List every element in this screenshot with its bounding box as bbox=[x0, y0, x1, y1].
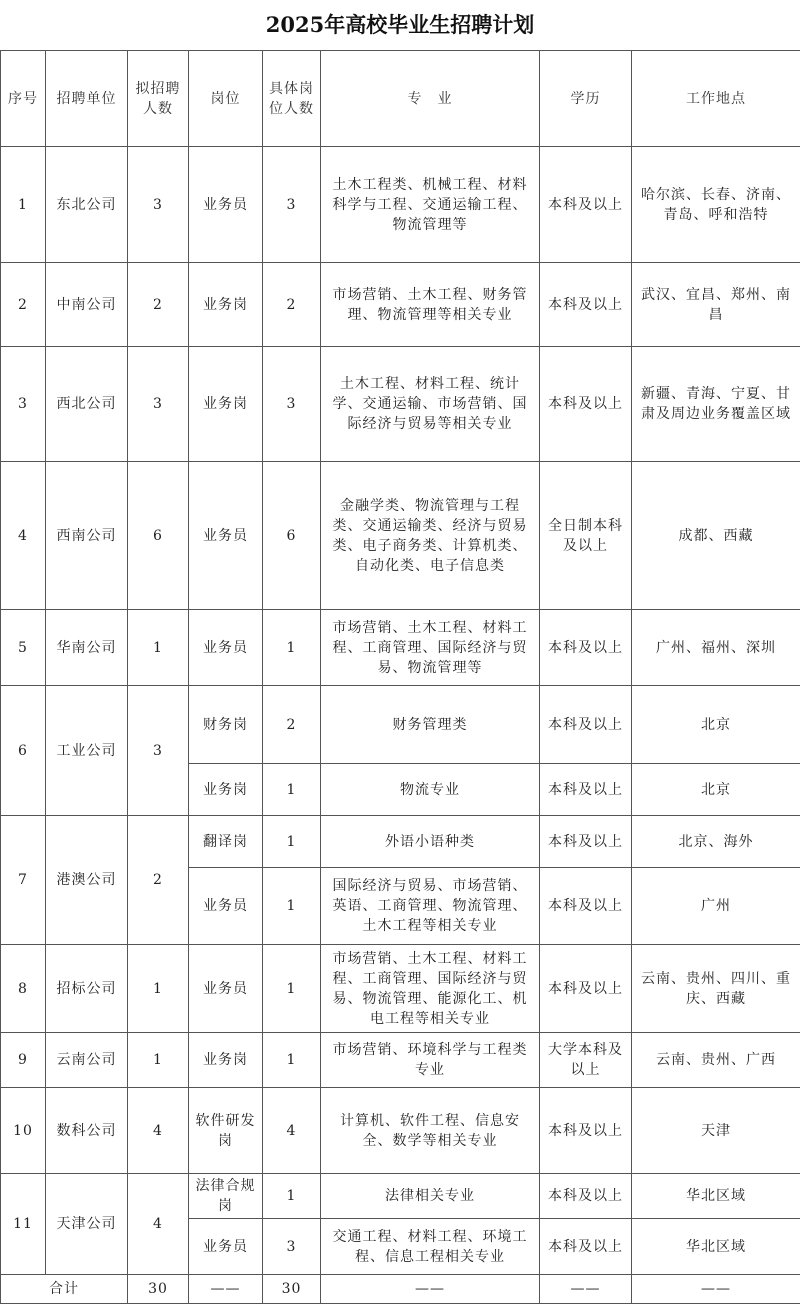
post-count-cell: 2 bbox=[263, 263, 321, 347]
header-post-count: 具体岗位人数 bbox=[263, 51, 321, 147]
location-cell: 云南、贵州、四川、重庆、西藏 bbox=[632, 945, 800, 1033]
unit-cell: 港澳公司 bbox=[46, 816, 128, 945]
post-count-cell: 3 bbox=[263, 1219, 321, 1275]
major-cell: 土木工程类、机械工程、材料科学与工程、交通运输工程、物流管理等 bbox=[321, 147, 540, 263]
location-cell: 北京、海外 bbox=[632, 816, 800, 868]
unit-cell: 西北公司 bbox=[46, 347, 128, 462]
education-cell: 本科及以上 bbox=[540, 610, 632, 686]
education-cell: 本科及以上 bbox=[540, 1088, 632, 1174]
major-cell: 市场营销、土木工程、材料工程、工商管理、国际经济与贸易、物流管理、能源化工、机电工程等相关专业 bbox=[321, 945, 540, 1033]
education-cell: 本科及以上 bbox=[540, 147, 632, 263]
planned-count-cell: 1 bbox=[128, 1033, 189, 1088]
header-seq: 序号 bbox=[1, 51, 46, 147]
education-cell: 本科及以上 bbox=[540, 686, 632, 764]
total-major-cell: —— bbox=[321, 1275, 540, 1304]
recruitment-table bbox=[0, 50, 800, 1304]
post-cell: 业务员 bbox=[189, 945, 263, 1033]
table-row bbox=[1, 1174, 800, 1219]
table-row bbox=[1, 263, 800, 347]
unit-cell: 东北公司 bbox=[46, 147, 128, 263]
location-cell: 广州 bbox=[632, 868, 800, 945]
major-cell: 市场营销、土木工程、财务管理、物流管理等相关专业 bbox=[321, 263, 540, 347]
total-planned-cell: 30 bbox=[128, 1275, 189, 1304]
education-cell: 本科及以上 bbox=[540, 1174, 632, 1219]
seq-cell: 6 bbox=[1, 686, 46, 816]
post-cell: 业务员 bbox=[189, 462, 263, 610]
table-row bbox=[1, 945, 800, 1033]
seq-cell: 1 bbox=[1, 147, 46, 263]
total-row bbox=[1, 1275, 800, 1304]
post-count-cell: 1 bbox=[263, 816, 321, 868]
major-cell: 计算机、软件工程、信息安全、数学等相关专业 bbox=[321, 1088, 540, 1174]
major-cell: 金融学类、物流管理与工程类、交通运输类、经济与贸易类、电子商务类、计算机类、自动化类、电子信息类 bbox=[321, 462, 540, 610]
planned-count-cell: 6 bbox=[128, 462, 189, 610]
planned-count-cell: 3 bbox=[128, 686, 189, 816]
header-unit: 招聘单位 bbox=[46, 51, 128, 147]
table-row bbox=[1, 610, 800, 686]
planned-count-cell: 3 bbox=[128, 147, 189, 263]
unit-cell: 数科公司 bbox=[46, 1088, 128, 1174]
post-count-cell: 1 bbox=[263, 945, 321, 1033]
post-count-cell: 1 bbox=[263, 1174, 321, 1219]
post-count-cell: 1 bbox=[263, 1033, 321, 1088]
seq-cell: 9 bbox=[1, 1033, 46, 1088]
education-cell: 本科及以上 bbox=[540, 347, 632, 462]
education-cell: 本科及以上 bbox=[540, 263, 632, 347]
unit-cell: 天津公司 bbox=[46, 1174, 128, 1275]
major-cell: 市场营销、土木工程、材料工程、工商管理、国际经济与贸易、物流管理等 bbox=[321, 610, 540, 686]
post-cell: 软件研发岗 bbox=[189, 1088, 263, 1174]
post-cell: 业务员 bbox=[189, 610, 263, 686]
seq-cell: 5 bbox=[1, 610, 46, 686]
education-cell: 全日制本科及以上 bbox=[540, 462, 632, 610]
post-count-cell: 1 bbox=[263, 764, 321, 816]
education-cell: 本科及以上 bbox=[540, 868, 632, 945]
major-cell: 国际经济与贸易、市场营销、英语、工商管理、物流管理、土木工程等相关专业 bbox=[321, 868, 540, 945]
post-cell: 业务员 bbox=[189, 147, 263, 263]
seq-cell: 4 bbox=[1, 462, 46, 610]
major-cell: 外语小语种类 bbox=[321, 816, 540, 868]
planned-count-cell: 2 bbox=[128, 816, 189, 945]
location-cell: 广州、福州、深圳 bbox=[632, 610, 800, 686]
major-cell: 市场营销、环境科学与工程类专业 bbox=[321, 1033, 540, 1088]
education-cell: 本科及以上 bbox=[540, 816, 632, 868]
education-cell: 本科及以上 bbox=[540, 764, 632, 816]
unit-cell: 云南公司 bbox=[46, 1033, 128, 1088]
table-row bbox=[1, 347, 800, 462]
post-cell: 业务岗 bbox=[189, 263, 263, 347]
location-cell: 成都、西藏 bbox=[632, 462, 800, 610]
post-cell: 法律合规岗 bbox=[189, 1174, 263, 1219]
total-edu-cell: —— bbox=[540, 1275, 632, 1304]
header-planned: 拟招聘人数 bbox=[128, 51, 189, 147]
post-count-cell: 1 bbox=[263, 868, 321, 945]
post-count-cell: 6 bbox=[263, 462, 321, 610]
post-count-cell: 1 bbox=[263, 610, 321, 686]
total-count-cell: 30 bbox=[263, 1275, 321, 1304]
post-cell: 财务岗 bbox=[189, 686, 263, 764]
page-title: 2025年高校毕业生招聘计划 bbox=[265, 12, 535, 37]
header-location: 工作地点 bbox=[632, 51, 800, 147]
table-row bbox=[1, 816, 800, 868]
planned-count-cell: 4 bbox=[128, 1174, 189, 1275]
location-cell: 北京 bbox=[632, 686, 800, 764]
table-row bbox=[1, 462, 800, 610]
table-row bbox=[1, 686, 800, 764]
total-location-cell: —— bbox=[632, 1275, 800, 1304]
header-edu: 学历 bbox=[540, 51, 632, 147]
seq-cell: 8 bbox=[1, 945, 46, 1033]
unit-cell: 中南公司 bbox=[46, 263, 128, 347]
post-count-cell: 3 bbox=[263, 147, 321, 263]
seq-cell: 7 bbox=[1, 816, 46, 945]
seq-cell: 3 bbox=[1, 347, 46, 462]
unit-cell: 工业公司 bbox=[46, 686, 128, 816]
unit-cell: 华南公司 bbox=[46, 610, 128, 686]
table-row bbox=[1, 1033, 800, 1088]
planned-count-cell: 2 bbox=[128, 263, 189, 347]
major-cell: 法律相关专业 bbox=[321, 1174, 540, 1219]
table-header-row bbox=[1, 51, 800, 147]
location-cell: 云南、贵州、广西 bbox=[632, 1033, 800, 1088]
table-row bbox=[1, 1088, 800, 1174]
location-cell: 天津 bbox=[632, 1088, 800, 1174]
post-cell: 业务岗 bbox=[189, 1033, 263, 1088]
post-cell: 业务岗 bbox=[189, 347, 263, 462]
unit-cell: 西南公司 bbox=[46, 462, 128, 610]
education-cell: 本科及以上 bbox=[540, 1219, 632, 1275]
total-label-cell: 合计 bbox=[1, 1275, 128, 1304]
major-cell: 土木工程、材料工程、统计学、交通运输、市场营销、国际经济与贸易等相关专业 bbox=[321, 347, 540, 462]
post-cell: 业务员 bbox=[189, 1219, 263, 1275]
table-body bbox=[1, 51, 800, 1304]
education-cell: 大学本科及以上 bbox=[540, 1033, 632, 1088]
unit-cell: 招标公司 bbox=[46, 945, 128, 1033]
post-cell: 业务岗 bbox=[189, 764, 263, 816]
table-row bbox=[1, 147, 800, 263]
planned-count-cell: 1 bbox=[128, 610, 189, 686]
header-major: 专 业 bbox=[321, 51, 540, 147]
post-cell: 翻译岗 bbox=[189, 816, 263, 868]
location-cell: 华北区域 bbox=[632, 1219, 800, 1275]
location-cell: 哈尔滨、长春、济南、青岛、呼和浩特 bbox=[632, 147, 800, 263]
major-cell: 财务管理类 bbox=[321, 686, 540, 764]
planned-count-cell: 3 bbox=[128, 347, 189, 462]
location-cell: 华北区域 bbox=[632, 1174, 800, 1219]
total-post-cell: —— bbox=[189, 1275, 263, 1304]
seq-cell: 10 bbox=[1, 1088, 46, 1174]
major-cell: 交通工程、材料工程、环境工程、信息工程相关专业 bbox=[321, 1219, 540, 1275]
planned-count-cell: 1 bbox=[128, 945, 189, 1033]
post-cell: 业务员 bbox=[189, 868, 263, 945]
major-cell: 物流专业 bbox=[321, 764, 540, 816]
education-cell: 本科及以上 bbox=[540, 945, 632, 1033]
location-cell: 北京 bbox=[632, 764, 800, 816]
seq-cell: 11 bbox=[1, 1174, 46, 1275]
post-count-cell: 3 bbox=[263, 347, 321, 462]
header-post: 岗位 bbox=[189, 51, 263, 147]
post-count-cell: 4 bbox=[263, 1088, 321, 1174]
planned-count-cell: 4 bbox=[128, 1088, 189, 1174]
seq-cell: 2 bbox=[1, 263, 46, 347]
location-cell: 新疆、青海、宁夏、甘肃及周边业务覆盖区域 bbox=[632, 347, 800, 462]
location-cell: 武汉、宜昌、郑州、南昌 bbox=[632, 263, 800, 347]
post-count-cell: 2 bbox=[263, 686, 321, 764]
